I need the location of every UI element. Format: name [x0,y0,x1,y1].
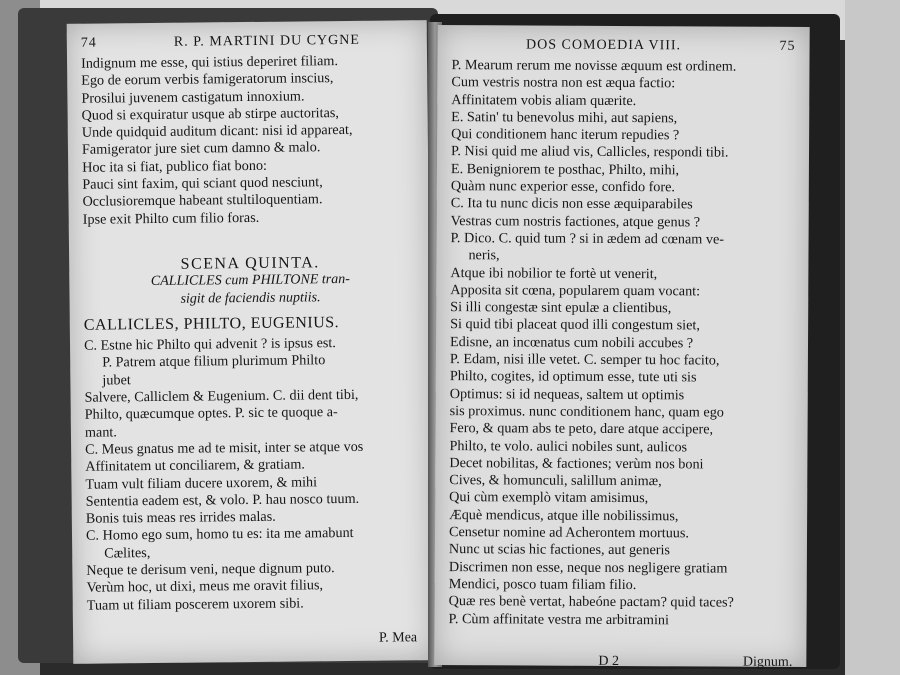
scene-title: SCENA QUINTA. [180,254,320,273]
text-line: Famigerator jure siet cum damno & malo. [81,139,321,159]
text-line: Optimus: si id nequeas, saltem ut optimis [449,385,685,403]
text-line: C. Meus gnatus me ad te misit, inter se atque vos [85,438,364,458]
text-line: Decet nobilitas, & factiones; verùm nos boni [449,454,704,473]
first-line-text: stne hic Philto qui advenit ? is ipsus est. [109,335,336,354]
text-line: Æquè mendicus, atque ille nobilissimus, [449,506,679,525]
dramatis-personae: CALLICLES, PHILTO, EUGENIUS. [83,313,340,334]
initial-letter: C. E [83,337,110,354]
text-line: Censetur nomine ad Acherontem mortuus. [448,524,690,542]
text-line: P. Mearum rerum me novisse æquum est ordinem. [451,57,737,75]
text-line: Si illi congestæ sint epulæ a clientibus, [450,299,672,317]
text-line: Quæ res benè vertat, habeóne pactam? quid taces? [448,593,734,611]
text-line: C. Ita tu nunc dicis non esse æquiparabiles [450,195,693,213]
text-line: Bonis tuis meas res irrides malas. [85,508,276,527]
text-line: Ipse exit Philto cum filio foras. [82,209,260,228]
text-line: Unde quidquid auditum dicant: nisi id appareat, [81,122,353,141]
text-line: Atque ibi nobilior te fortè ut venerit, [450,264,658,282]
text-line: Mendici, posco tuam filiam filio. [448,576,637,593]
right-page-footer [448,653,793,670]
left-page-number: 74 [80,35,97,51]
text-line: neris, [468,247,500,264]
text-line: mant. [84,424,117,441]
text-line: Cum vestris nostra non est æqua factio: [451,74,676,92]
text-line: E. Benigniorem te posthac, Philto, mihi, [450,160,680,179]
text-line: C. Homo ego sum, homo tu es: ita me amabunt [85,525,354,545]
text-line: P. Dico. C. quid tum ? si in ædem ad cœnam ve- [450,230,725,248]
text-line: Neque te derisum veni, neque dignum puto. [86,560,335,579]
text-line: Vestras cum nostris factiones, atque genus ? [450,212,701,231]
text-line: Discrimen non esse, neque nos negligere gratiam [448,558,728,577]
right-page-text [449,57,798,630]
scene-argument-line: CALLICLES cum PHILTONE tran- [150,272,350,290]
text-line: Qui cùm exemplò vitam amisimus, [449,489,649,507]
text-line: Hoc ita si fiat, publico fiat bono: [82,157,268,176]
right-page-number: 75 [779,38,796,54]
text-line: Apposita sit cœna, popularem quam vocant: [450,281,701,300]
text-line: Cives, & homunculi, salillum animæ, [449,472,662,490]
text-line: Tuam vult filiam ducere uxorem, & mihi [85,473,318,493]
left-catchword: P. Mea [378,630,418,646]
text-line: Affinitatem vobis aliam quærite. [451,91,637,109]
text-line: Sententia eadem est, & volo. P. hau nosco tuum. [85,490,360,510]
right-catchword: Dignum. [742,654,793,670]
text-line: Quàm nunc experior esse, confido fore. [450,178,676,196]
left-page-header [80,32,413,51]
text-line: Tuam ut filiam poscerem uxorem sibi. [86,595,304,614]
text-line: Cælites, [104,544,151,562]
text-line: Quod si exquiratur usque ab stirpe auctoritas, [81,104,339,124]
text-line: Salvere, Calliclem & Eugenium. C. dii dent tibi, [84,386,359,406]
text-line: Verùm hoc, ut dixi, meus me oravit filius, [86,577,324,597]
right-page [434,25,809,670]
text-line: P. Patrem atque filium plurimum Philto [102,352,326,372]
text-line: Occlusioremque habeant stultiloquentiam. [82,191,323,211]
text-line: Qui conditionem hanc iterum repudies ? [451,126,680,144]
text-line: P. Cùm affinitate vestra me arbitramini [448,610,669,628]
text-line: Fero, & quam abs te peto, dare atque accipere, [449,420,714,438]
text-line: Si quid tibi placeat quod illi congestum siet, [450,316,700,334]
left-page-text [81,52,421,614]
text-line: Edisne, an incœnatus cum nobili accubes ? [449,333,694,352]
text-line: jubet [102,372,131,389]
left-running-head: R. P. MARTINI DU CYGNE [173,32,360,50]
text-line: Pauci sint faxim, qui sciant quod nesciunt, [82,174,323,193]
text-line: Philto, te volo. aulici nobiles sunt, aulicos [449,437,688,455]
scene-argument-line: sigit de faciendis nuptiis. [180,289,321,307]
text-line: Affinitatem ut conciliarem, & gratiam. [85,456,305,475]
text-line: P. Edam, nisi ille vetet. C. semper tu hoc facito, [449,351,720,369]
signature-mark: D 2 [598,653,620,669]
text-line: P. Nisi quid me aliud vis, Callicles, respondi tibi. [450,143,729,162]
text-line: Philto, quæcumque optes. P. sic te quoque a- [84,404,338,424]
text-line: Nunc ut scias hic factiones, aut generis [448,541,670,559]
left-page [67,20,434,664]
text-line: sis proximus. nunc conditionem hanc, quam ego [449,403,724,421]
background-right [845,0,900,675]
text-line: Ego de eorum verbis famigeratorum inscius, [81,70,334,90]
text-line: E. Satin' tu benevolus mihi, aut sapiens, [451,108,678,127]
text-line: Philto, cogites, id optimum esse, tute uti sis [449,368,697,386]
text-line: Prosilui juvenem castigatum innoxium. [81,88,305,107]
right-page-header [452,37,796,54]
text-line: Indignum me esse, qui istius deperiret filiam. [80,53,339,72]
right-running-head: DOS COMOEDIA VIII. [526,37,682,54]
